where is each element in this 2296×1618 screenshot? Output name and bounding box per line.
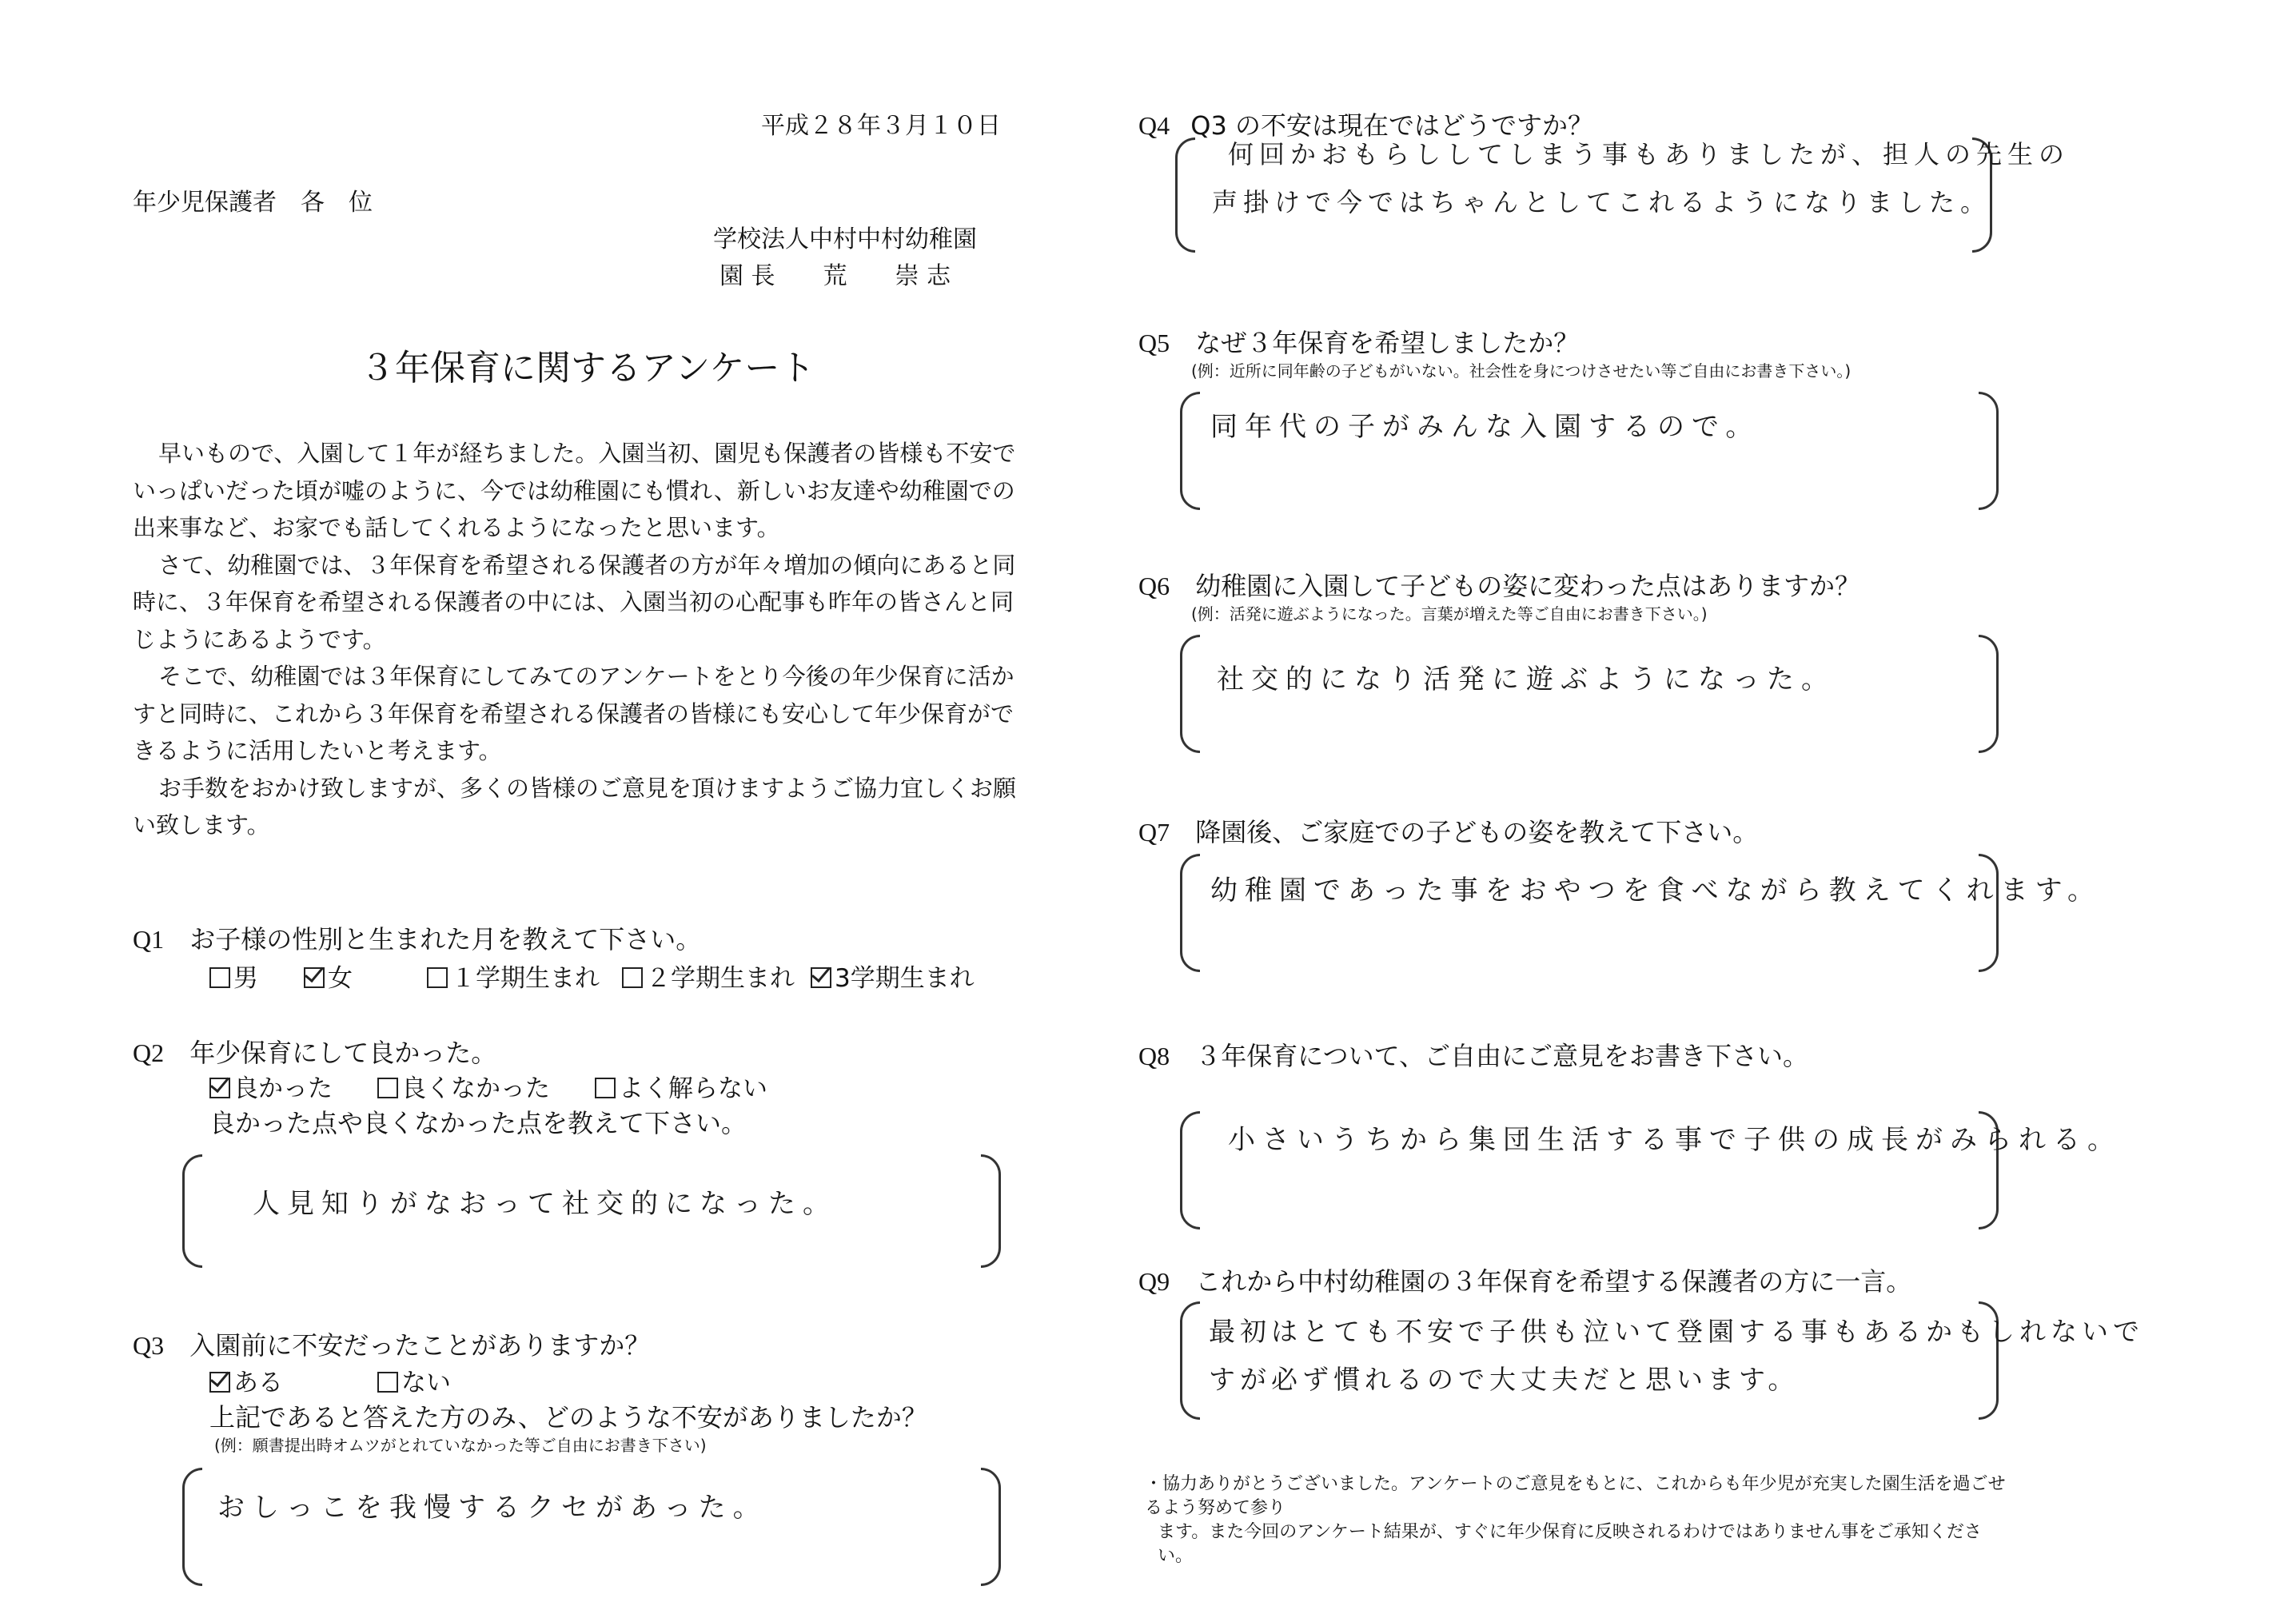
option-male[interactable] bbox=[209, 958, 258, 994]
option-label: 3学期生まれ bbox=[835, 964, 975, 993]
checkbox-checked-icon[interactable] bbox=[304, 967, 325, 988]
checkbox-icon[interactable] bbox=[209, 967, 230, 988]
question-text: お子様の性別と生まれた月を教えて下さい。 bbox=[189, 924, 702, 954]
date: 平成２８年３月１０日 bbox=[761, 112, 1001, 140]
question-text: Q3 の不安は現在ではどうですか？ bbox=[1190, 110, 1594, 141]
question-text: 入園前に不安だったことがありますか？ bbox=[189, 1330, 651, 1361]
question-2-sub: 良かった点や良くなかった点を教えて下さい。 bbox=[209, 1108, 747, 1138]
answer-text: 社交的になり活発に遊ぶようになった。 bbox=[1217, 664, 1836, 695]
option-label: よく解らない bbox=[619, 1074, 767, 1103]
intro-paragraph: 早いもので、入園して１年が経ちました。入園当初、園児も保護者の皆様も不安でいっぱいだった頃が嘘のように、今では幼稚園にも慣れ、新しいお友達や幼稚園での出来事など、お家でも話してくれるようになったと思います。 bbox=[133, 440, 1016, 541]
option-not-good[interactable] bbox=[377, 1068, 550, 1104]
option-unsure[interactable] bbox=[595, 1068, 767, 1104]
question-6-label bbox=[1138, 566, 1860, 603]
question-7-label bbox=[1138, 812, 1758, 849]
question-text: ３年保育について、ご自由にご意見をお書き下さい。 bbox=[1195, 1041, 1809, 1071]
principal-name: 園 長 荒 崇 志 bbox=[719, 262, 951, 290]
option-label: 男 bbox=[233, 964, 258, 993]
footer-note bbox=[1145, 1473, 2008, 1568]
checkbox-icon[interactable] bbox=[622, 967, 643, 988]
answer-text: すが必ず慣れるので大丈夫だと思います。 bbox=[1209, 1364, 1800, 1395]
option-label: ない bbox=[401, 1369, 451, 1397]
option-label: 女 bbox=[328, 964, 353, 993]
option-label: １学期生まれ bbox=[451, 964, 600, 993]
question-number: Q2 bbox=[133, 1038, 165, 1067]
question-text: これから中村幼稚園の３年保育を希望する保護者の方に一言。 bbox=[1195, 1266, 1912, 1297]
question-1-label bbox=[133, 919, 701, 956]
footer-line: ます。また今回のアンケート結果が、すぐに年少保育に反映されるわけではありません事をご承知ください。 bbox=[1158, 1522, 1982, 1566]
option-good[interactable] bbox=[209, 1068, 333, 1104]
survey-title: ３年保育に関するアンケート bbox=[360, 348, 815, 389]
option-term-3[interactable] bbox=[811, 958, 975, 994]
footer-line: ・協力ありがとうございました。アンケートのご意見をもとに、これからも年少児が充実した園生活を過ごせるよう努めて参り bbox=[1145, 1474, 2006, 1518]
option-yes[interactable] bbox=[209, 1362, 283, 1398]
option-female[interactable] bbox=[304, 958, 353, 994]
question-5-label bbox=[1138, 323, 1579, 360]
question-number: Q7 bbox=[1138, 818, 1170, 847]
answer-text: 最初はとても不安で子供も泣いて登園する事もあるかもしれないで bbox=[1209, 1316, 2144, 1347]
option-label: ２学期生まれ bbox=[646, 964, 795, 993]
answer-text: 何回かおもらししてしまう事もありましたが、担人の先生の bbox=[1228, 139, 2071, 169]
question-5-example: (例：近所に同年齢の子どもがいない。社会性を身につけさせたい等ご自由にお書き下さい。) bbox=[1191, 361, 1852, 381]
checkbox-checked-icon[interactable] bbox=[209, 1078, 230, 1098]
intro-paragraph: お手数をおかけ致しますが、多くの皆様のご意見を頂けますようご協力宜しくお願い致します。 bbox=[133, 774, 1017, 839]
intro-paragraph: さて、幼稚園では、３年保育を希望される保護者の方が年々増加の傾向にあると同時に、３年保育を希望される保護者の中には、入園当初の心配事も昨年の皆さんと同じようにあるようです。 bbox=[133, 551, 1016, 653]
question-text: 降園後、ご家庭での子どもの姿を教えて下さい。 bbox=[1195, 817, 1759, 847]
option-term-1[interactable] bbox=[427, 958, 600, 994]
school-name: 学校法人中村中村幼稚園 bbox=[713, 225, 977, 253]
question-number: Q4 bbox=[1138, 111, 1170, 140]
option-label: ある bbox=[233, 1369, 283, 1397]
question-number: Q3 bbox=[133, 1331, 165, 1360]
question-number: Q8 bbox=[1138, 1042, 1170, 1070]
question-text: なぜ３年保育を希望しましたか？ bbox=[1195, 328, 1580, 358]
question-text: 年少保育にして良かった。 bbox=[189, 1038, 497, 1068]
answer-text: 小さいうちから集団生活する事で子供の成長がみられる。 bbox=[1228, 1124, 2122, 1156]
question-number: Q1 bbox=[133, 925, 165, 954]
answer-text: 人見知りがなおって社交的になった。 bbox=[253, 1188, 837, 1220]
answer-text: 幼稚園であった事をおやつを食べながら教えてくれます。 bbox=[1210, 875, 2102, 907]
question-number: Q5 bbox=[1138, 329, 1170, 357]
question-number: Q9 bbox=[1138, 1267, 1170, 1296]
intro-text bbox=[133, 435, 1018, 844]
question-8-label bbox=[1138, 1036, 1808, 1073]
answer-text: 同年代の子がみんな入園するので。 bbox=[1210, 411, 1760, 443]
checkbox-icon[interactable] bbox=[377, 1372, 398, 1393]
checkbox-checked-icon[interactable] bbox=[811, 967, 831, 988]
question-2-label bbox=[133, 1033, 496, 1070]
question-3-example: (例：願書提出時オムツがとれていなかった等ご自由にお書き下さい) bbox=[214, 1436, 707, 1455]
option-label: 良くなかった bbox=[401, 1074, 550, 1103]
recipient: 年少児保護者 各 位 bbox=[133, 189, 373, 217]
intro-paragraph: そこで、幼稚園では３年保育にしてみてのアンケートをとり今後の年少保育に活かすと同時に、これから３年保育を希望される保護者の皆様にも安心して年少保育ができるように活用したいと考えます。 bbox=[133, 663, 1014, 764]
option-term-2[interactable] bbox=[622, 958, 795, 994]
checkbox-icon[interactable] bbox=[427, 967, 448, 988]
checkbox-icon[interactable] bbox=[377, 1078, 398, 1098]
question-6-example: (例：活発に遊ぶようになった。言葉が増えた等ご自由にお書き下さい。) bbox=[1191, 604, 1708, 624]
answer-text: おしっこを我慢するクセがあった。 bbox=[217, 1492, 767, 1524]
checkbox-icon[interactable] bbox=[595, 1078, 616, 1098]
option-label: 良かった bbox=[233, 1074, 333, 1103]
question-3-sub: 上記であると答えた方のみ、どのような不安がありましたか？ bbox=[209, 1402, 927, 1433]
answer-text: 声掛けで今ではちゃんとしてこれるようになりました。 bbox=[1212, 187, 1992, 217]
question-3-label bbox=[133, 1325, 650, 1362]
question-9-label bbox=[1138, 1261, 1911, 1298]
question-text: 幼稚園に入園して子どもの姿に変わった点はありますか？ bbox=[1195, 571, 1860, 601]
option-no[interactable] bbox=[377, 1362, 451, 1398]
checkbox-checked-icon[interactable] bbox=[209, 1372, 230, 1393]
question-number: Q6 bbox=[1138, 572, 1170, 600]
